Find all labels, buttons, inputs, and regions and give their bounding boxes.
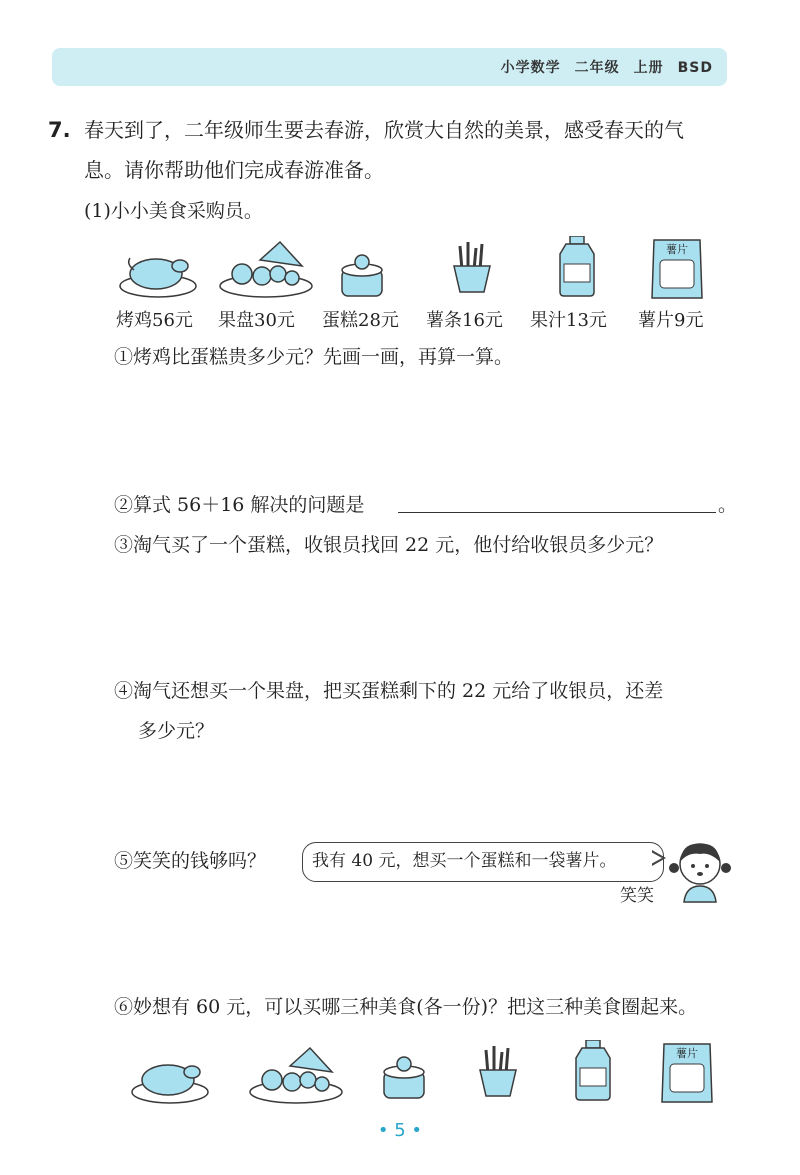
fries-icon <box>454 242 490 292</box>
girl-character-icon <box>666 836 736 906</box>
cake-icon <box>342 255 382 296</box>
header-bar <box>52 48 727 86</box>
header-text <box>487 57 713 77</box>
character-name: 笑笑 <box>620 886 654 906</box>
question-number: 7. <box>48 118 71 142</box>
food-illustrations-bottom <box>128 1040 728 1104</box>
question-intro-line2: 息。请你帮助他们完成春游准备。 <box>84 158 384 182</box>
fries-icon[interactable] <box>480 1046 516 1096</box>
food-price-chips: 薯片9元 <box>638 310 704 331</box>
chips-bag-icon[interactable] <box>662 1044 712 1102</box>
page-number: • 5 • <box>377 1120 423 1141</box>
fruit-plate-icon[interactable] <box>250 1048 342 1103</box>
header-grade: 二年级 <box>574 60 620 76</box>
cake-icon[interactable] <box>384 1057 424 1098</box>
food-price-fries: 薯条16元 <box>426 310 503 331</box>
header-edition: BSD <box>677 60 713 76</box>
subquestion-4-line2: 多少元？ <box>138 720 215 742</box>
subquestion-2: ②算式 56＋16 解决的问题是 <box>114 494 365 516</box>
roast-chicken-icon <box>120 258 196 297</box>
header-subject: 小学数学 <box>500 60 561 76</box>
subquestion-5: ⑤笑笑的钱够吗？ <box>114 850 267 872</box>
food-price-roast-chicken: 烤鸡56元 <box>116 310 193 331</box>
part1-title: (1)小小美食采购员。 <box>84 200 263 222</box>
food-price-juice: 果汁13元 <box>530 310 607 331</box>
juice-bottle-icon <box>560 236 594 296</box>
food-illustrations-top <box>110 236 730 300</box>
subquestion-3: ③淘气买了一个蛋糕，收银员找回 22 元，他付给收银员多少元？ <box>114 534 664 556</box>
subquestion-2-end: 。 <box>718 494 738 516</box>
answer-blank-line[interactable] <box>398 512 716 513</box>
subquestion-4-line1: ④淘气还想买一个果盘，把买蛋糕剩下的 22 元给了收银员，还差 <box>114 680 664 702</box>
subquestion-1: ①烤鸡比蛋糕贵多少元？先画一画，再算一算。 <box>114 346 514 368</box>
fruit-plate-icon <box>220 242 312 297</box>
food-price-fruit-plate: 果盘30元 <box>218 310 295 331</box>
subquestion-6: ⑥妙想有 60 元，可以买哪三种美食(各一份)？把这三种美食圈起来。 <box>114 996 698 1018</box>
speech-bubble-tail-inner <box>651 852 662 864</box>
food-price-cake: 蛋糕28元 <box>322 310 399 331</box>
juice-bottle-icon[interactable] <box>576 1040 610 1100</box>
chips-bag-label: 薯片 <box>666 243 688 256</box>
chips-bag-label-bottom: 薯片 <box>676 1047 698 1060</box>
question-intro-line1: 春天到了，二年级师生要去春游，欣赏大自然的美景，感受春天的气 <box>84 118 684 142</box>
header-volume: 上册 <box>633 60 664 76</box>
roast-chicken-icon[interactable] <box>132 1065 208 1103</box>
chips-bag-icon <box>652 240 702 298</box>
speech-bubble-text: 我有 40 元，想买一个蛋糕和一袋薯片。 <box>312 851 617 871</box>
